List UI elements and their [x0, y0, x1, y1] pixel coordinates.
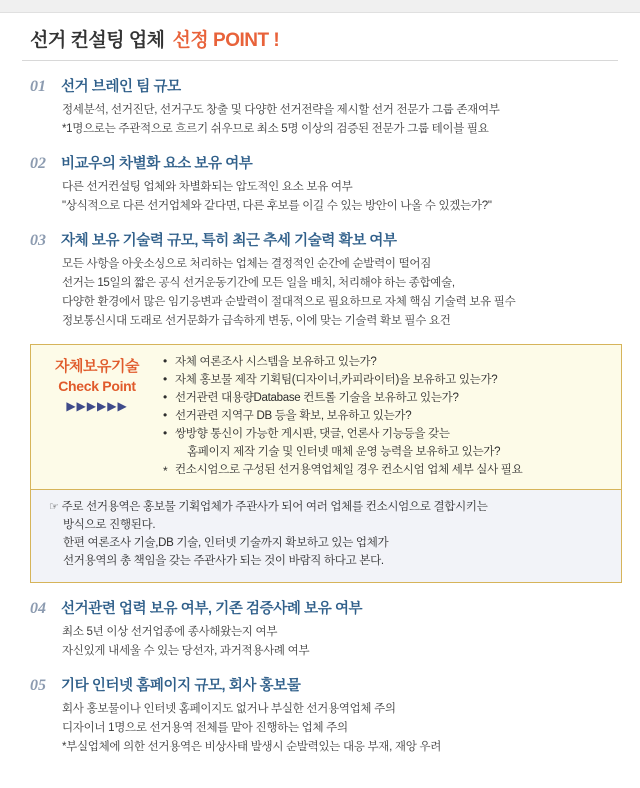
section-04-line-1: 최소 5년 이상 선거업종에 종사해왔는지 여부 — [62, 626, 278, 638]
section-04-number: 04 — [30, 600, 46, 617]
section-01 — [22, 75, 618, 138]
pointing-hand-icon: ☞ — [49, 501, 59, 513]
check-point-list — [163, 354, 611, 479]
section-03-title: 자체 보유 기술력 규모, 특히 최근 추세 기술력 확보 여부 — [61, 233, 397, 249]
note-line-1-text: 주로 선거용역은 홍보물 기획업체가 주관사가 되어 여러 업체를 컨소시엄으로 결합시키는 — [61, 501, 488, 513]
section-04-line-2: 자신있게 내세울 수 있는 당선자, 과거적용사례 여부 — [62, 645, 310, 657]
section-02-line-2: "상식적으로 다른 선거업체와 같다면, 다른 후보를 이길 수 있는 방안이 나올 수 있겠는가?" — [62, 200, 492, 212]
section-03-head — [22, 229, 618, 250]
check-point-note — [31, 489, 621, 582]
note-line-2: 방식으로 진행된다. — [63, 519, 156, 531]
section-05-line-3: *부실업체에 의한 선거용역은 비상사태 발생시 순발력있는 대응 부재, 재앙 우려 — [62, 741, 442, 753]
check-point-items — [163, 345, 621, 489]
list-item: • 자체 여론조사 시스템을 보유하고 있는가? — [163, 354, 611, 371]
section-03-number: 03 — [30, 232, 46, 249]
section-03-line-1: 모든 사항을 아웃소싱으로 처리하는 업체는 결정적인 순간에 순발력이 떨어짐 — [62, 258, 432, 270]
section-05 — [22, 674, 618, 756]
section-05-number: 05 — [30, 677, 46, 694]
title-divider — [22, 60, 618, 61]
section-04-title: 선거관련 업력 보유 여부, 기존 검증사례 보유 여부 — [61, 601, 363, 617]
section-03-line-4: 정보통신시대 도래로 선거문화가 급속하게 변동, 이에 맞는 기술력 확보 필수 요건 — [62, 315, 451, 327]
section-05-line-2: 디자이너 1명으로 선거용역 전체를 맡아 진행하는 업체 주의 — [62, 722, 348, 734]
list-item: • 선거관련 지역구 DB 등을 확보, 보유하고 있는가? — [163, 408, 611, 425]
section-05-line-1: 회사 홍보물이나 인터넷 홈페이지도 없거나 부실한 선거용역업체 주의 — [62, 703, 396, 715]
section-04-body — [22, 624, 618, 660]
top-bar — [0, 0, 640, 13]
section-05-title: 기타 인터넷 홈페이지 규모, 회사 홍보물 — [61, 678, 301, 694]
section-02-number: 02 — [30, 155, 46, 172]
section-02 — [22, 152, 618, 215]
check-point-box — [30, 344, 622, 583]
list-item: • 선거관련 대용량Database 컨트롤 기술을 보유하고 있는가? — [163, 390, 611, 407]
section-04 — [22, 597, 618, 660]
list-item: • 쌍방향 통신이 가능한 게시판, 댓글, 언론사 기능등을 갖는 — [163, 426, 611, 443]
section-01-number: 01 — [30, 78, 46, 95]
section-01-head — [22, 75, 618, 96]
check-point-label-line1: 자체보유기술 — [55, 358, 139, 375]
content-area-lower — [0, 597, 640, 756]
arrows-icon: ▶▶▶▶▶▶ — [66, 399, 128, 413]
section-05-body — [22, 701, 618, 756]
list-item: • 자체 홍보물 제작 기획팀(디자이너,카피라이터)을 보유하고 있는가? — [163, 372, 611, 389]
section-02-title: 비교우의 차별화 요소 보유 여부 — [61, 156, 253, 172]
section-01-body — [22, 102, 618, 138]
section-04-head — [22, 597, 618, 618]
section-03-body — [22, 256, 618, 330]
section-02-line-1: 다른 선거컨설팅 업체와 차별화되는 압도적인 요소 보유 여부 — [62, 181, 353, 193]
section-02-head — [22, 152, 618, 173]
content-area — [0, 75, 640, 330]
page-title — [0, 13, 640, 60]
note-line-4: 선거용역의 총 책임을 갖는 주관사가 되는 것이 바람직 하다고 본다. — [63, 555, 384, 567]
page-title-main: 선거 컨설팅 업체 — [30, 30, 165, 51]
check-point-label — [31, 345, 163, 489]
note-line-3: 한편 여론조사 기술,DB 기술, 인터넷 기술까지 확보하고 있는 업체가 — [63, 537, 389, 549]
section-01-line-2: *1명으로는 주관적으로 흐르기 쉬우므로 최소 5명 이상의 검증된 전문가 그룹 테이블 필요 — [62, 123, 489, 135]
note-line-1 — [49, 499, 609, 516]
section-02-body — [22, 179, 618, 215]
page-title-accent: 선정 POINT ! — [172, 30, 280, 51]
check-point-label-line2: Check Point — [58, 378, 136, 394]
check-point-top — [31, 345, 621, 489]
section-03 — [22, 229, 618, 330]
list-item-continuation: 홈페이지 제작 기술 및 인터넷 매체 운영 능력을 보유하고 있는가? — [187, 446, 501, 458]
section-05-head — [22, 674, 618, 695]
section-01-line-1: 정세분석, 선거진단, 선거구도 창출 및 다양한 선거전략을 제시할 선거 전문가 그룹 존재여부 — [62, 104, 500, 116]
section-03-line-2: 선거는 15일의 짧은 공식 선거운동기간에 모든 일을 배치, 처리해야 하는 종합예술, — [62, 277, 455, 289]
section-01-title: 선거 브레인 팀 규모 — [61, 79, 181, 95]
list-item-note: * 컨소시엄으로 구성된 선거용역업체일 경우 컨소시엄 업체 세부 실사 필요 — [163, 462, 611, 479]
section-03-line-3: 다양한 환경에서 많은 임기응변과 순발력이 절대적으로 필요하므로 자체 핵심 기술력 보유 필수 — [62, 296, 516, 308]
